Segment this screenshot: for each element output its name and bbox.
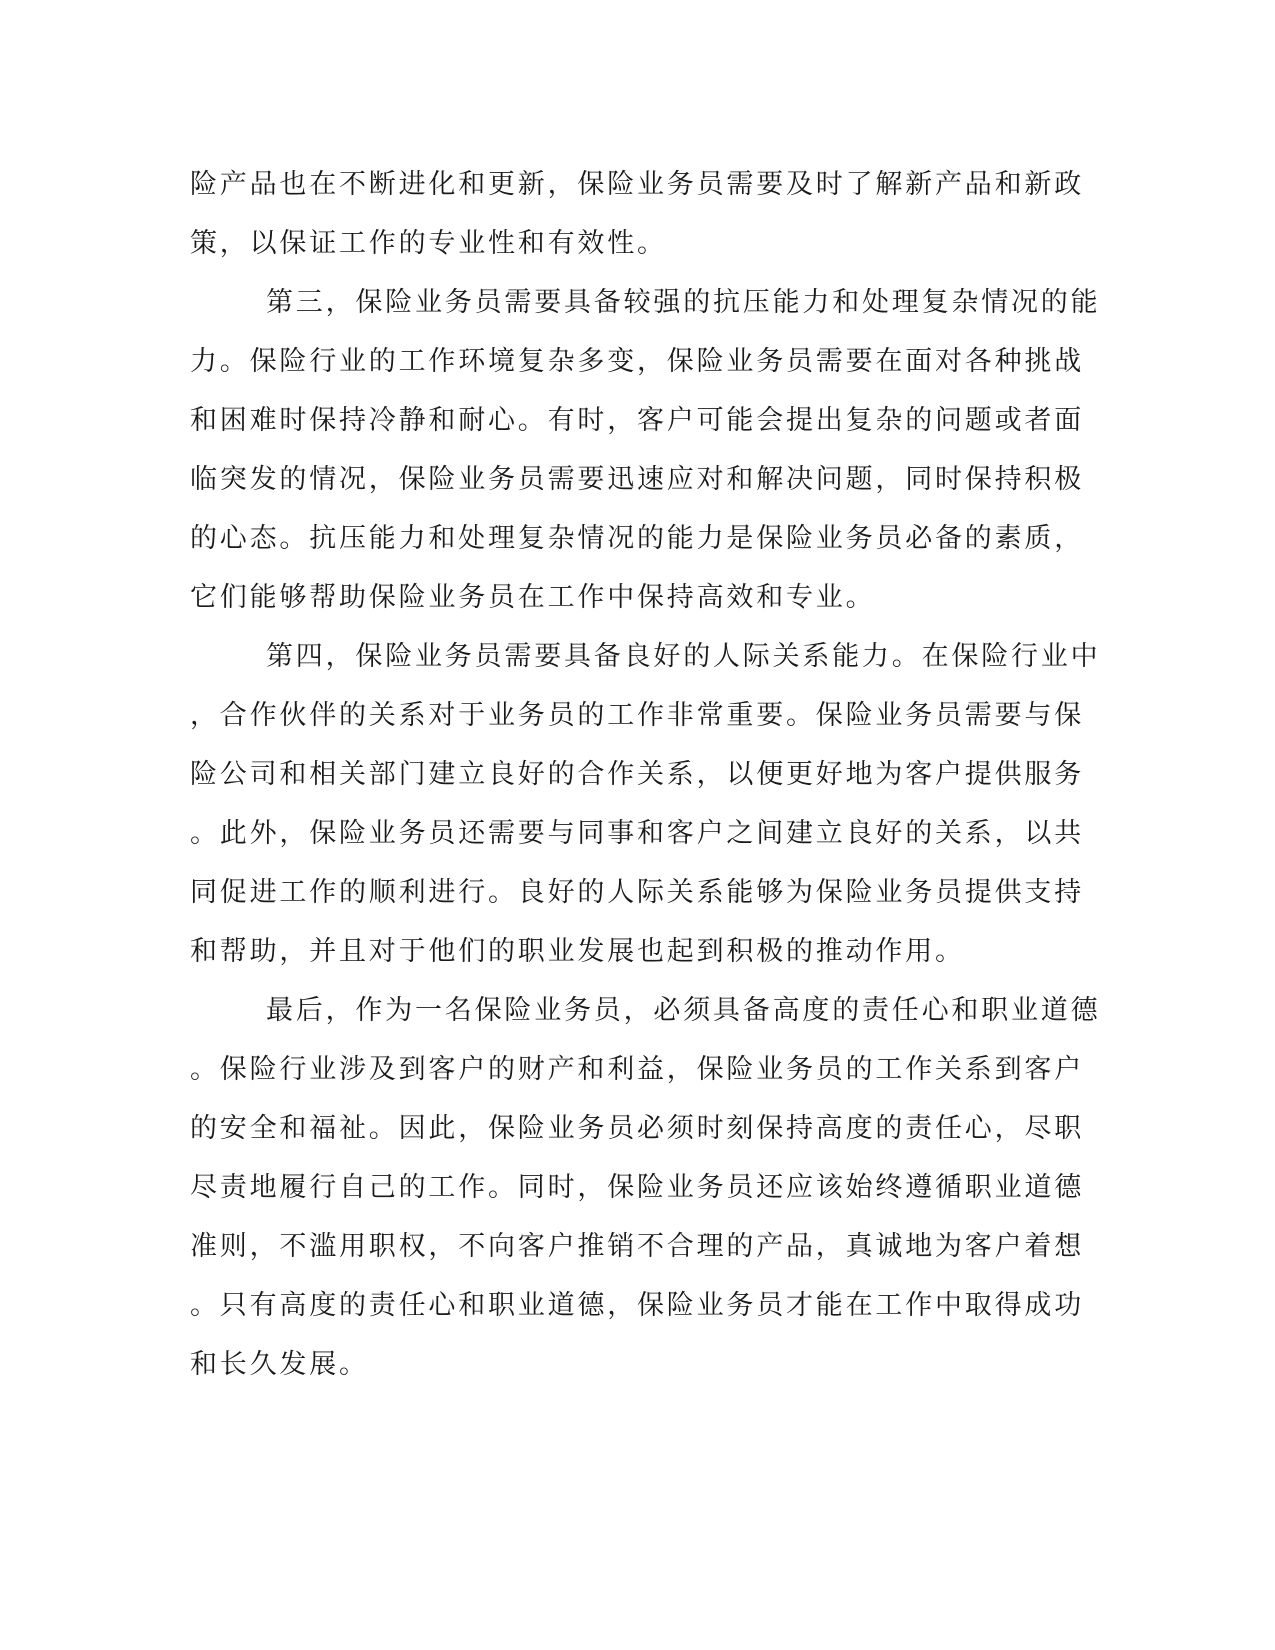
text-line: 的安全和福祉。因此，保险业务员必须时刻保持高度的责任心，尽职 <box>190 1113 1084 1144</box>
paragraph-start-line: 第四，保险业务员需要具备良好的人际关系能力。在保险行业中 <box>266 641 1101 672</box>
text-line: 和帮助，并且对于他们的职业发展也起到积极的推动作用。 <box>190 936 965 967</box>
text-line: ，合作伙伴的关系对于业务员的工作非常重要。保险业务员需要与保 <box>190 700 1084 731</box>
text-line: 准则，不滥用职权，不向客户推销不合理的产品，真诚地为客户着想 <box>190 1231 1084 1262</box>
text-line: 的心态。抗压能力和处理复杂情况的能力是保险业务员必备的素质， <box>190 523 1084 554</box>
text-line: 。只有高度的责任心和职业道德，保险业务员才能在工作中取得成功 <box>190 1290 1084 1321</box>
text-line: 它们能够帮助保险业务员在工作中保持高效和专业。 <box>190 582 876 613</box>
text-line: 和长久发展。 <box>190 1349 369 1380</box>
text-line: 。保险行业涉及到客户的财产和利益，保险业务员的工作关系到客户 <box>190 1054 1084 1085</box>
text-line: 同促进工作的顺利进行。良好的人际关系能够为保险业务员提供支持 <box>190 877 1084 908</box>
paragraph-start-line: 第三，保险业务员需要具备较强的抗压能力和处理复杂情况的能 <box>266 287 1101 318</box>
text-line: 和困难时保持冷静和耐心。有时，客户可能会提出复杂的问题或者面 <box>190 405 1084 436</box>
text-line: 尽责地履行自己的工作。同时，保险业务员还应该始终遵循职业道德 <box>190 1172 1084 1203</box>
text-line: 险公司和相关部门建立良好的合作关系，以便更好地为客户提供服务 <box>190 759 1084 790</box>
text-line: 策，以保证工作的专业性和有效性。 <box>190 228 667 259</box>
text-line: 临突发的情况，保险业务员需要迅速应对和解决问题，同时保持积极 <box>190 464 1084 495</box>
text-line: 力。保险行业的工作环境复杂多变，保险业务员需要在面对各种挑战 <box>190 346 1084 377</box>
text-line: 。此外，保险业务员还需要与同事和客户之间建立良好的关系，以共 <box>190 818 1084 849</box>
text-line: 险产品也在不断进化和更新，保险业务员需要及时了解新产品和新政 <box>190 169 1084 200</box>
paragraph-start-line: 最后，作为一名保险业务员，必须具备高度的责任心和职业道德 <box>266 995 1101 1026</box>
